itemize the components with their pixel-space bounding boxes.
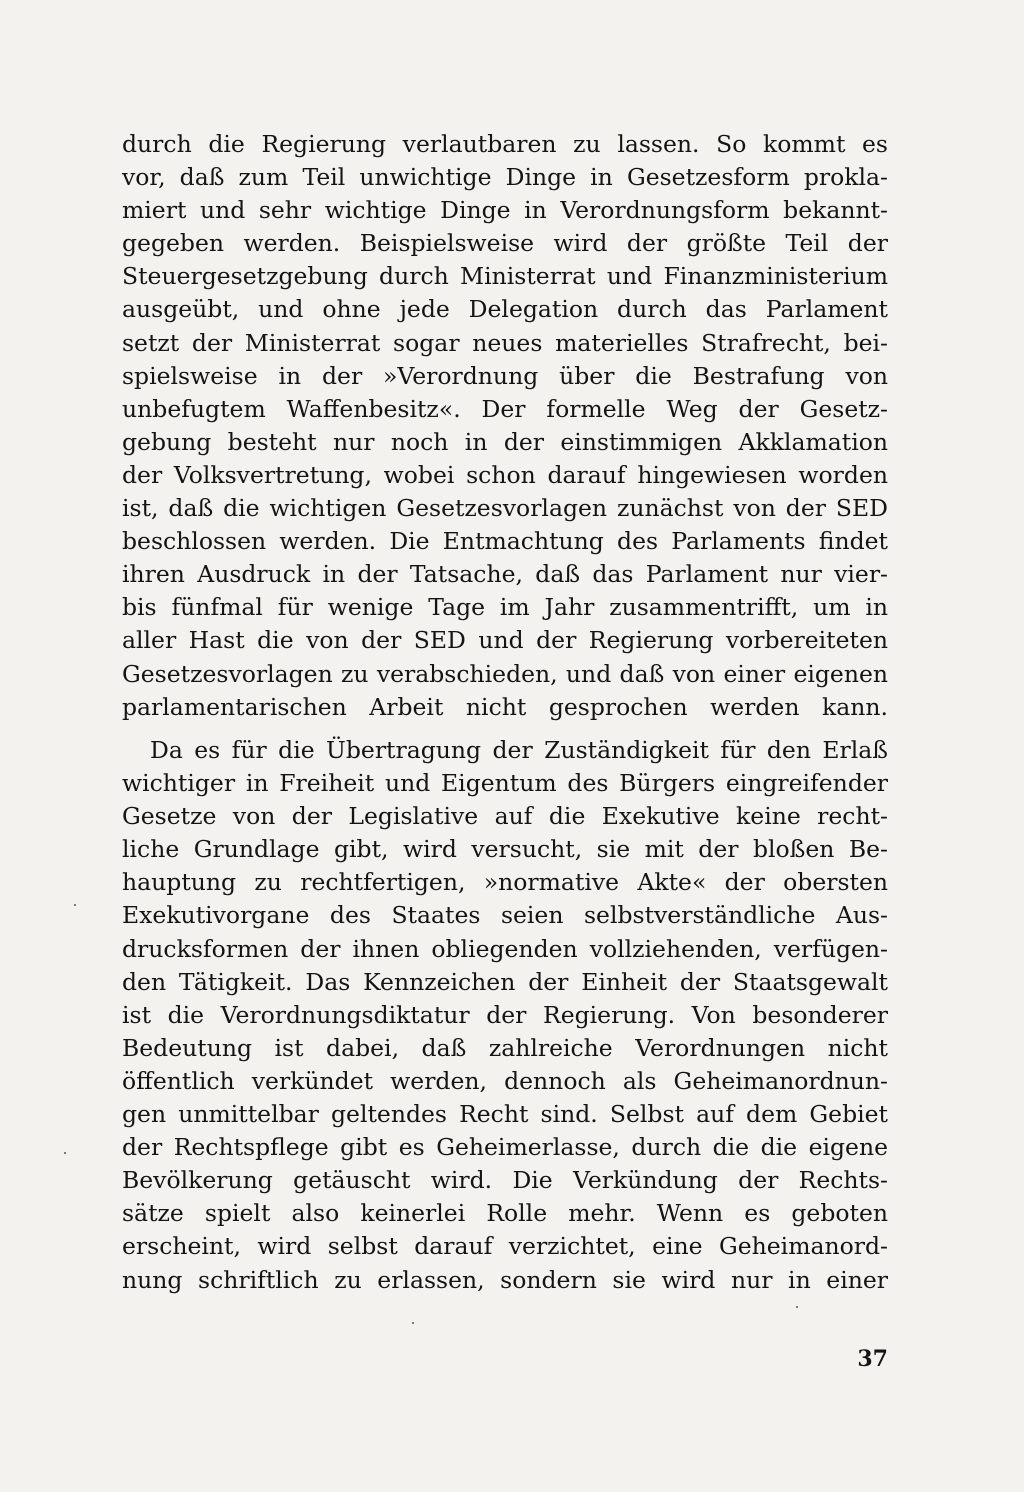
- text-line: ist die Verordnungsdiktatur der Regierung. Von besonderer: [122, 1000, 888, 1029]
- text-line: bis fünfmal für wenige Tage im Jahr zusammentrifft, um in: [122, 593, 888, 622]
- text-line: sätze spielt also keinerlei Rolle mehr. Wenn es geboten: [122, 1199, 888, 1228]
- text-line: aller Hast die von der SED und der Regierung vorbereiteten: [122, 626, 888, 655]
- scan-speck: [64, 1152, 66, 1154]
- text-line: Bevölkerung getäuscht wird. Die Verkündung der Rechts-: [122, 1166, 888, 1195]
- text-line: durch die Regierung verlautbaren zu lassen. So kommt es: [122, 130, 888, 158]
- text-line: setzt der Ministerrat sogar neues materielles Strafrecht, bei-: [122, 328, 888, 357]
- page-number: 37: [857, 1346, 888, 1372]
- text-line: ausgeübt, und ohne jede Delegation durch das Parlament: [122, 295, 888, 324]
- text-line: drucksformen der ihnen obliegenden vollziehenden, verfügen-: [122, 934, 888, 963]
- scan-speck: [74, 904, 76, 906]
- text-line: Gesetze von der Legislative auf die Exekutive keine recht-: [122, 802, 888, 831]
- text-line: gegeben werden. Beispielsweise wird der größte Teil der: [122, 229, 888, 258]
- scan-speck: [412, 1322, 414, 1324]
- text-line: der Rechtspflege gibt es Geheimerlasse, durch die die eigene: [122, 1133, 888, 1162]
- text-line: Gesetzesvorlagen zu verabschieden, und daß von einer eigenen: [122, 659, 888, 688]
- text-line: miert und sehr wichtige Dinge in Verordnungsform bekannt-: [122, 196, 888, 225]
- text-line: parlamentarischen Arbeit nicht gesprochen werden kann.: [122, 692, 888, 721]
- text-line: ist, daß die wichtigen Gesetzesvorlagen zunächst von der SED: [122, 494, 888, 523]
- text-line: vor, daß zum Teil unwichtige Dinge in Gesetzesform prokla-: [122, 163, 888, 192]
- text-line: hauptung zu rechtfertigen, »normative Akte« der obersten: [122, 868, 888, 897]
- text-line: liche Grundlage gibt, wird versucht, sie mit der bloßen Be-: [122, 835, 888, 864]
- text-line: Exekutivorgane des Staates seien selbstverständliche Aus-: [122, 901, 888, 930]
- text-line: Da es für die Übertragung der Zuständigkeit für den Erlaß: [150, 736, 888, 764]
- text-line: Bedeutung ist dabei, daß zahlreiche Verordnungen nicht: [122, 1033, 888, 1062]
- scan-speck: [796, 1306, 798, 1308]
- text-line: Steuergesetzgebung durch Ministerrat und Finanzministerium: [122, 262, 888, 291]
- text-line: spielsweise in der »Verordnung über die Bestrafung von: [122, 361, 888, 390]
- text-line: öffentlich verkündet werden, dennoch als Geheimanordnun-: [122, 1066, 888, 1095]
- text-line: unbefugtem Waffenbesitz«. Der formelle Weg der Gesetz-: [122, 394, 888, 423]
- paragraph-2: [122, 734, 888, 1297]
- text-line: beschlossen werden. Die Entmachtung des Parlaments findet: [122, 527, 888, 556]
- text-line: erscheint, wird selbst darauf verzichtet, eine Geheimanord-: [122, 1232, 888, 1261]
- text-line: der Volksvertretung, wobei schon darauf hingewiesen worden: [122, 460, 888, 489]
- text-line: gebung besteht nur noch in der einstimmigen Akklamation: [122, 427, 888, 456]
- text-line: nung schriftlich zu erlassen, sondern sie wird nur in einer: [122, 1265, 888, 1294]
- text-line: gen unmittelbar geltendes Recht sind. Selbst auf dem Gebiet: [122, 1100, 888, 1129]
- paragraph-1: [122, 128, 888, 724]
- text-line: ihren Ausdruck in der Tatsache, daß das Parlament nur vier-: [122, 560, 888, 589]
- text-line: den Tätigkeit. Das Kennzeichen der Einheit der Staatsgewalt: [122, 967, 888, 996]
- text-line: wichtiger in Freiheit und Eigentum des Bürgers eingreifender: [122, 769, 888, 798]
